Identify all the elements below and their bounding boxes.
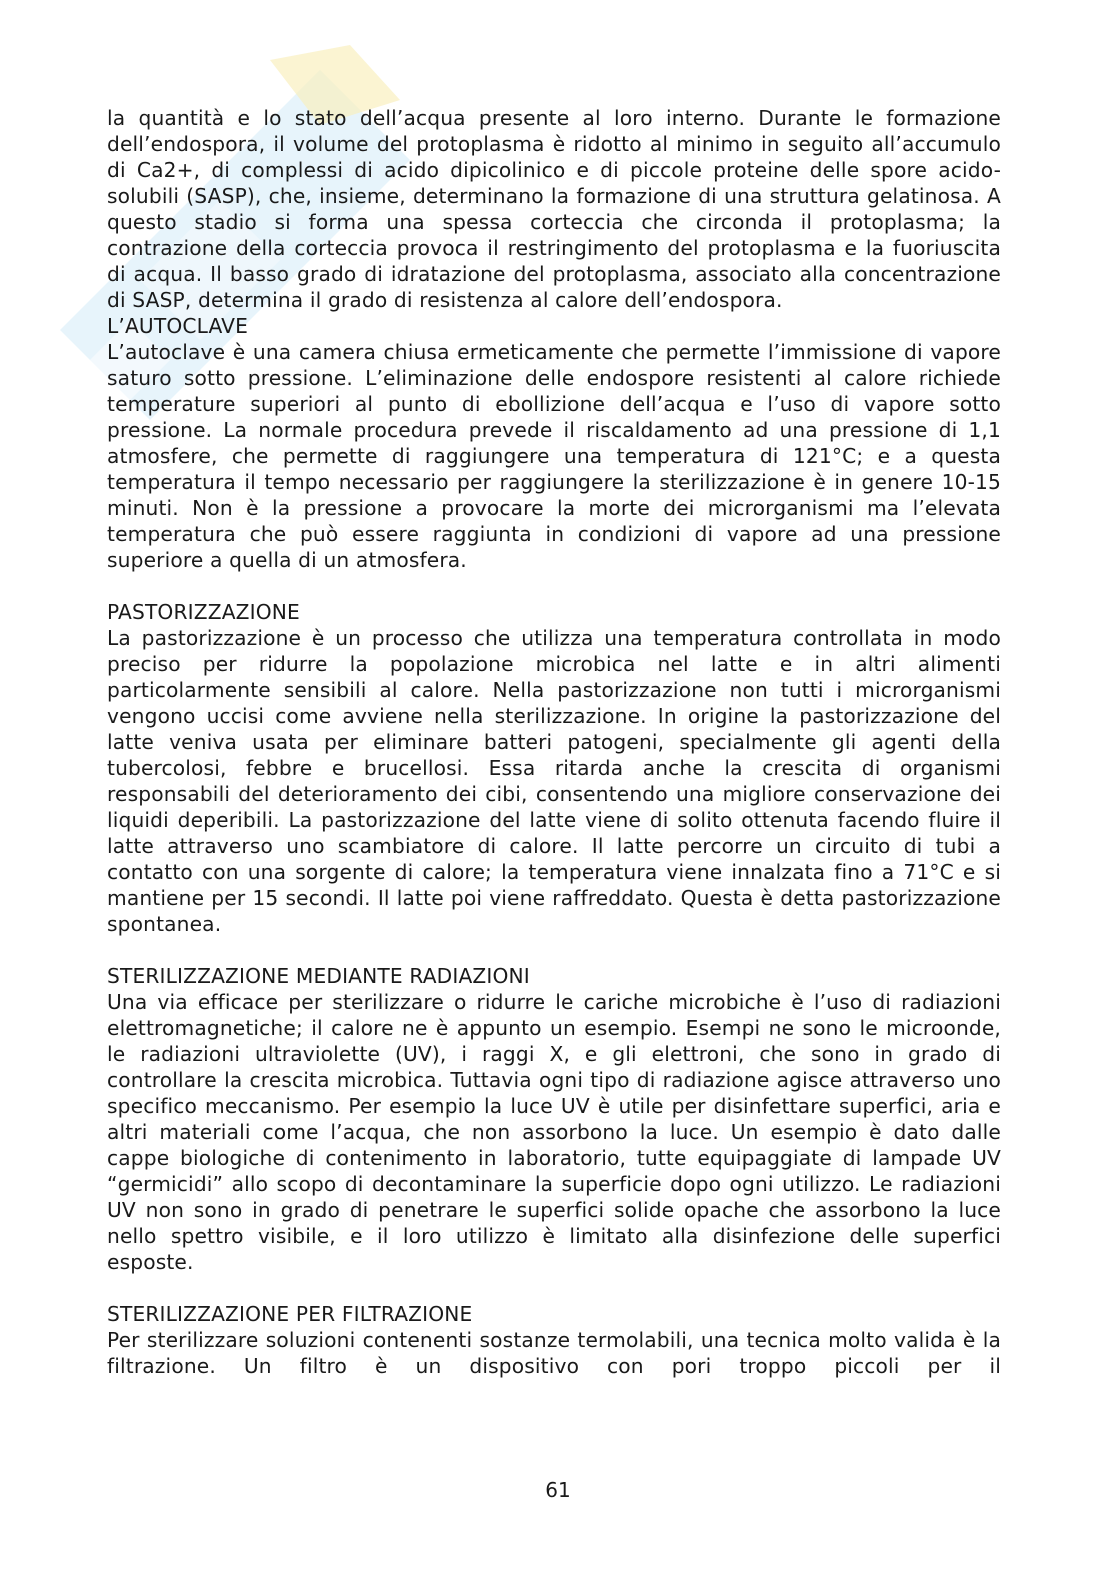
paragraph-radiazioni: Una via efficace per sterilizzare o ridurre le cariche microbiche è l’uso di radiazioni elettromagnetiche; il calore ne è appunto un esempio. Esempi ne sono le microonde, le radiazioni ultraviolette (UV), i raggi X, e gli elettroni, che sono in grado di controllare la crescita microbica. Tuttavia ogni tipo di radiazione agisce attraverso uno specifico meccanismo. Per esempio la luce UV è utile per disinfettare superfici, aria e altri materiali come l’acqua, che non assorbono la luce. Un esempio è dato dalle cappe biologiche di contenimento in laboratorio, tutte equipaggiate di lampade UV “germicidi” allo scopo di decontaminare la superficie dopo ogni utilizzo. Le radiazioni UV non sono in grado di penetrare le superfici solide opache che assorbono la luce nello spettro visibile, e il loro utilizzo è limitato alla disinfezione delle superfici esposte. — [107, 990, 1001, 1274]
spacer — [107, 937, 1001, 963]
heading-radiazioni: STERILIZZAZIONE MEDIANTE RADIAZIONI — [107, 964, 530, 988]
page-number: 61 — [545, 1478, 571, 1502]
heading-pastorizzazione: PASTORIZZAZIONE — [107, 600, 300, 624]
paragraph-filtrazione: Per sterilizzare soluzioni contenenti sostanze termolabili, una tecnica molto valida è la filtrazione. Un filtro è un dispositivo con pori troppo piccoli per il — [107, 1328, 1001, 1378]
paragraph-intro: la quantità e lo stato dell’acqua presente al loro interno. Durante le formazione dell’endospora, il volume del protoplasma è ridotto al minimo in seguito all’accumulo di Ca2+, di complessi di acido dipicolinico e di piccole proteine delle spore acido-solubili (SASP), che, insieme, determinano la formazione di una struttura gelatinosa. A questo stadio si forma una spessa corteccia che circonda il protoplasma; la contrazione della corteccia provoca il restringimento del protoplasma e la fuoriuscita di acqua. Il basso grado di idratazione del protoplasma, associato alla concentrazione di SASP, determina il grado di resistenza al calore dell’endospora. — [107, 106, 1001, 312]
paragraph-pastorizzazione: La pastorizzazione è un processo che utilizza una temperatura controllata in modo preciso per ridurre la popolazione microbica nel latte e in altri alimenti particolarmente sensibili al calore. Nella pastorizzazione non tutti i microrganismi vengono uccisi come avviene nella sterilizzazione. In origine la pastorizzazione del latte veniva usata per eliminare batteri patogeni, specialmente gli agenti della tubercolosi, febbre e brucellosi. Essa ritarda anche la crescita di organismi responsabili del deterioramento dei cibi, consentendo una migliore conservazione dei liquidi deperibili. La pastorizzazione del latte viene di solito ottenuta facendo fluire il latte attraverso uno scambiatore di calore. Il latte percorre un circuito di tubi a contatto con una sorgente di calore; la temperatura viene innalzata fino a 71°C e si mantiene per 15 secondi. Il latte poi viene raffreddato. Questa è detta pastorizzazione spontanea. — [107, 626, 1001, 936]
heading-autoclave: L’AUTOCLAVE — [107, 314, 249, 338]
heading-filtrazione: STERILIZZAZIONE PER FILTRAZIONE — [107, 1302, 473, 1326]
spacer — [107, 1275, 1001, 1301]
spacer — [107, 573, 1001, 599]
page-body — [107, 105, 1001, 1379]
paragraph-autoclave: L’autoclave è una camera chiusa ermeticamente che permette l’immissione di vapore saturo sotto pressione. L’eliminazione delle endospore resistenti al calore richiede temperature superiori al punto di ebollizione dell’acqua e l’uso di vapore sotto pressione. La normale procedura prevede il riscaldamento ad una pressione di 1,1 atmosfere, che permette di raggiungere una temperatura di 121°C; e a questa temperatura il tempo necessario per raggiungere la sterilizzazione è in genere 10-15 minuti. Non è la pressione a provocare la morte dei microrganismi ma l’elevata temperatura che può essere raggiunta in condizioni di vapore ad una pressione superiore a quella di un atmosfera. — [107, 340, 1001, 572]
